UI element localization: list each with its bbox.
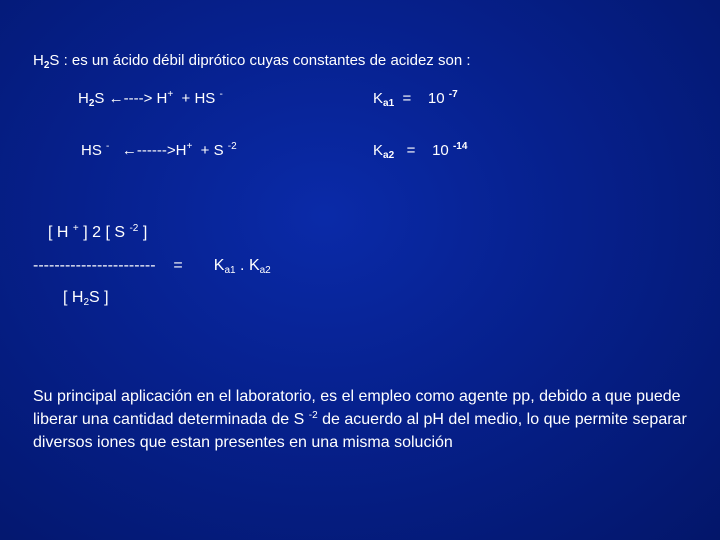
rhs-sub1: a1: [224, 265, 236, 276]
r2-plus-s: + S: [200, 142, 224, 159]
ka1-base: 10: [427, 90, 445, 107]
den-close: S ]: [89, 289, 109, 306]
ka2-exp: -14: [452, 141, 468, 152]
r2-hs-sup: -: [106, 141, 110, 152]
reaction-1: [78, 90, 223, 107]
left-arrow-icon: ←: [108, 90, 124, 107]
num-open: [ H: [48, 224, 69, 241]
intro-line: [33, 52, 471, 69]
fraction-eq: =: [173, 257, 183, 274]
fraction-bar-line: [33, 257, 271, 275]
ka1-eq: =: [402, 90, 412, 107]
app-part2: de acuerdo al pH del medio, lo que permite separar diversos iones que estan presentes en una misma solución: [33, 411, 687, 451]
fraction-numerator: [48, 224, 147, 242]
num-mid: ] 2 [ S: [83, 224, 125, 241]
app-sup: -2: [308, 410, 318, 421]
r1-dashes: ----> H: [123, 90, 168, 107]
r1-s: S: [94, 90, 105, 107]
reaction-2: [81, 142, 237, 159]
num-s-sup: -2: [129, 223, 139, 234]
rhs-dot: .: [240, 257, 245, 274]
r2-hs: HS: [81, 142, 102, 159]
r1-h-sup: +: [167, 89, 174, 100]
r1-plus-hs: + HS: [181, 90, 216, 107]
rhs-k2: K: [248, 257, 260, 274]
ka2-eq: =: [406, 142, 416, 159]
r2-h-sup: +: [186, 141, 193, 152]
ka2-expression: [373, 142, 467, 159]
fraction-denominator: [63, 289, 109, 307]
rhs-sub2: a2: [259, 265, 271, 276]
left-arrow-icon: ←: [121, 142, 137, 159]
intro-h: H: [33, 52, 44, 69]
r2-dashes: ------>H: [136, 142, 187, 159]
r1-sub: 2: [88, 98, 95, 109]
ka1-sub: a1: [383, 98, 395, 109]
ka2-sub: a2: [383, 150, 395, 161]
application-paragraph: [33, 385, 693, 454]
rhs-k1: K: [213, 257, 225, 274]
ka1-expression: [373, 90, 458, 107]
ka1-k: K: [373, 90, 384, 107]
r1-hs-sup: -: [219, 89, 223, 100]
fraction-bar: -----------------------: [33, 257, 156, 274]
num-h-sup: +: [72, 223, 79, 234]
num-close: ]: [142, 224, 148, 241]
den-open: [ H: [63, 289, 84, 306]
intro-sub: 2: [43, 60, 50, 71]
ka2-k: K: [373, 142, 384, 159]
ka1-exp: -7: [448, 89, 458, 100]
r2-s-sup: -2: [227, 141, 237, 152]
ka2-base: 10: [432, 142, 449, 159]
r1-h: H: [78, 90, 89, 107]
intro-text: S : es un ácido débil diprótico cuyas constantes de acidez son :: [49, 52, 471, 69]
den-sub: 2: [83, 297, 90, 308]
app-part1: Su principal aplicación en el laboratorio, es el empleo como agente pp, debido a que puede liberar una cantidad determinada de S: [33, 388, 681, 428]
